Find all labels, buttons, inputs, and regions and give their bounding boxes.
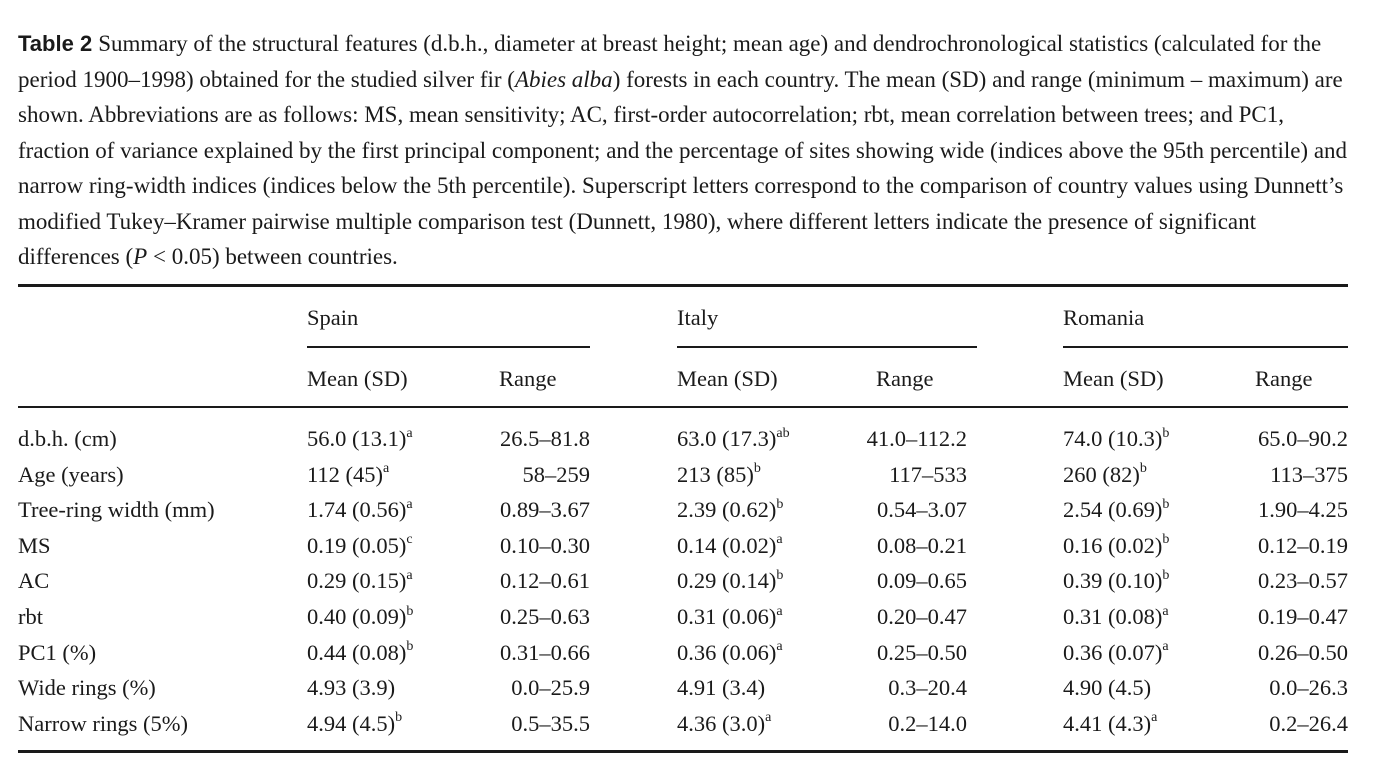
- significance-letter: a: [383, 461, 390, 477]
- cell-value: 2.39 (0.62): [677, 497, 777, 523]
- cell-value: 0.25–0.50: [877, 639, 967, 665]
- caption-text-1: Summary of the structural features (d.b.h., diameter at breast height; mean age) and dendrochronological statistics (calculated for the period 1900–1998) obtained for the studied silver fir (: [18, 31, 1322, 92]
- group-header-romania: Romania: [1063, 305, 1145, 330]
- cell-value: 0.14 (0.02): [677, 532, 777, 558]
- cell-value: 1.74 (0.56): [307, 497, 407, 523]
- subheader-romania-range: Range: [1255, 366, 1313, 391]
- significance-letter: b: [395, 710, 403, 726]
- significance-letter: b: [1162, 567, 1170, 583]
- significance-letter: a: [765, 710, 772, 726]
- caption-text-2: ) forests in each country. The mean (SD) and range (minimum – maximum) are shown. Abbreviations are as follows: MS, mean sensitivity; AC, first-order autocorrelation; rbt, mean correlation between trees; and PC1, fraction of variance explained by the first principal component; and the percentage of sites showing wide (indices above the 95th percentile) and narrow ring-width indices (indices below the 5th percentile). Superscript letters correspond to the comparison of country values using Dunnett’s modified Tukey–Kramer pairwise multiple comparison test (Dunnett, 1980), where different letters indicate the presence of significant differences (: [18, 66, 1348, 269]
- cell-value: 0.19 (0.05): [307, 532, 407, 558]
- significance-letter: ab: [776, 425, 790, 441]
- cell-value: 0.20–0.47: [877, 604, 967, 629]
- cell-value: 0.2–26.4: [1269, 710, 1348, 736]
- cell-value: 0.0–26.3: [1269, 675, 1348, 701]
- cell-italy-range: [867, 426, 967, 452]
- cell-italy-mean: [677, 497, 783, 523]
- cell-value: 0.40 (0.09): [307, 604, 407, 629]
- cell-value: 0.09–0.65: [877, 568, 967, 594]
- significance-letter: a: [406, 496, 413, 512]
- row-label: Wide rings (%): [18, 675, 156, 701]
- cell-italy-mean: [677, 604, 783, 630]
- cell-value: 0.3–20.4: [888, 675, 967, 701]
- significance-letter: b: [406, 639, 414, 655]
- cell-italy-mean: [677, 462, 761, 488]
- row-label: PC1 (%): [18, 639, 97, 665]
- cell-romania-mean: [1063, 533, 1169, 559]
- group-header-spain: Spain: [307, 305, 359, 330]
- caption-species: Abies alba: [514, 66, 613, 92]
- cell-value: 26.5–81.8: [500, 426, 590, 451]
- cell-italy-mean: [677, 533, 783, 559]
- cell-value: 56.0 (13.1): [307, 426, 407, 451]
- cell-spain-mean: [307, 497, 413, 523]
- cell-spain-mean: [307, 533, 413, 559]
- cell-italy-range: [889, 462, 967, 488]
- cell-value: 0.12–0.19: [1258, 532, 1348, 558]
- cell-spain-mean: [307, 426, 413, 452]
- cell-value: 0.29 (0.15): [307, 568, 407, 594]
- cell-romania-mean: [1063, 568, 1169, 594]
- cell-spain-mean: [307, 711, 402, 737]
- cell-value: 0.31 (0.06): [677, 604, 777, 629]
- cell-spain-range: [500, 497, 590, 523]
- cell-romania-mean: [1063, 426, 1169, 452]
- cell-value: 0.31 (0.08): [1063, 604, 1163, 629]
- cell-spain-range: [500, 640, 590, 666]
- row-label: Tree-ring width (mm): [18, 497, 215, 523]
- cell-value: 112 (45): [307, 461, 384, 487]
- significance-letter: a: [406, 567, 413, 583]
- cell-romania-mean: [1063, 462, 1147, 488]
- cell-value: 0.29 (0.14): [677, 568, 777, 594]
- table-top-rule: [18, 284, 1348, 287]
- row-label: MS: [18, 532, 51, 558]
- row-label: AC: [18, 568, 50, 594]
- cell-romania-range: [1258, 568, 1348, 594]
- cell-romania-range: [1258, 640, 1348, 666]
- cell-spain-mean: [307, 675, 395, 701]
- cell-spain-range: [523, 462, 591, 488]
- cell-spain-range: [500, 426, 590, 452]
- cell-italy-mean: [677, 426, 790, 452]
- table-label: Table 2: [18, 31, 93, 56]
- group-header-italy: Italy: [677, 305, 719, 330]
- cell-value: 117–533: [889, 461, 967, 487]
- cell-italy-mean: [677, 675, 765, 701]
- cell-value: 0.19–0.47: [1258, 604, 1348, 629]
- significance-letter: b: [753, 461, 761, 477]
- group-rule-romania: [1063, 346, 1348, 348]
- cell-italy-range: [877, 568, 967, 594]
- cell-value: 63.0 (17.3): [677, 426, 777, 451]
- cell-spain-range: [500, 533, 590, 559]
- cell-value: 4.91 (3.4): [677, 675, 766, 701]
- row-label: Narrow rings (5%): [18, 710, 188, 736]
- cell-romania-range: [1258, 497, 1348, 523]
- cell-romania-range: [1258, 533, 1348, 559]
- cell-spain-range: [511, 675, 590, 701]
- significance-letter: b: [1162, 532, 1170, 548]
- cell-value: 0.10–0.30: [500, 532, 590, 558]
- cell-spain-mean: [307, 568, 413, 594]
- group-rule-italy: [677, 346, 977, 348]
- cell-italy-range: [877, 497, 967, 523]
- cell-romania-range: [1270, 462, 1348, 488]
- cell-value: 0.36 (0.07): [1063, 639, 1163, 665]
- cell-romania-mean: [1063, 711, 1157, 737]
- cell-value: 0.12–0.61: [500, 568, 590, 594]
- significance-letter: c: [406, 532, 413, 548]
- row-label: Age (years): [18, 461, 124, 487]
- cell-spain-range: [511, 711, 590, 737]
- cell-italy-mean: [677, 711, 771, 737]
- significance-letter: a: [776, 639, 783, 655]
- row-label: d.b.h. (cm): [18, 426, 117, 451]
- cell-romania-range: [1269, 675, 1348, 701]
- cell-value: 2.54 (0.69): [1063, 497, 1163, 523]
- cell-spain-mean: [307, 604, 413, 630]
- significance-letter: b: [776, 496, 784, 512]
- cell-value: 4.90 (4.5): [1063, 675, 1152, 701]
- cell-value: 0.89–3.67: [500, 497, 590, 523]
- cell-value: 0.36 (0.06): [677, 639, 777, 665]
- significance-letter: b: [1139, 461, 1147, 477]
- cell-italy-range: [877, 533, 967, 559]
- cell-spain-range: [500, 568, 590, 594]
- cell-value: 65.0–90.2: [1258, 426, 1348, 451]
- cell-value: 213 (85): [677, 461, 754, 487]
- cell-spain-range: [500, 604, 590, 630]
- cell-value: 0.23–0.57: [1258, 568, 1348, 594]
- table-header-rule: [18, 406, 1348, 408]
- caption-text-3: < 0.05) between countries.: [147, 244, 398, 269]
- significance-letter: b: [776, 567, 784, 583]
- cell-italy-mean: [677, 568, 783, 594]
- cell-spain-mean: [307, 640, 413, 666]
- cell-value: 4.93 (3.9): [307, 675, 396, 701]
- table-bottom-rule: [18, 750, 1348, 753]
- cell-romania-mean: [1063, 640, 1169, 666]
- significance-letter: b: [406, 603, 414, 619]
- cell-value: 0.31–0.66: [500, 639, 590, 665]
- row-label: rbt: [18, 604, 43, 629]
- cell-value: 0.26–0.50: [1258, 639, 1348, 665]
- cell-romania-mean: [1063, 497, 1169, 523]
- group-rule-spain: [307, 346, 590, 348]
- table-caption: [18, 26, 1348, 275]
- significance-letter: a: [776, 603, 783, 619]
- significance-letter: a: [1162, 639, 1169, 655]
- cell-value: 260 (82): [1063, 461, 1140, 487]
- cell-value: 0.25–0.63: [500, 604, 590, 629]
- subheader-italy-mean: Mean (SD): [677, 366, 778, 391]
- cell-value: 4.36 (3.0): [677, 710, 766, 736]
- caption-p-variable: P: [133, 244, 148, 269]
- cell-value: 0.5–35.5: [511, 710, 590, 736]
- cell-spain-mean: [307, 462, 389, 488]
- significance-letter: a: [776, 532, 783, 548]
- subheader-spain-range: Range: [499, 366, 557, 391]
- cell-romania-mean: [1063, 604, 1169, 630]
- cell-italy-range: [888, 711, 967, 737]
- cell-value: 41.0–112.2: [866, 426, 967, 451]
- cell-value: 0.39 (0.10): [1063, 568, 1163, 594]
- cell-romania-range: [1258, 426, 1348, 452]
- cell-italy-range: [877, 604, 967, 630]
- cell-value: 1.90–4.25: [1258, 497, 1348, 523]
- significance-letter: b: [1162, 496, 1170, 512]
- cell-value: 58–259: [522, 461, 590, 487]
- significance-letter: a: [1151, 710, 1158, 726]
- cell-value: 0.08–0.21: [877, 532, 967, 558]
- cell-value: 0.54–3.07: [877, 497, 967, 523]
- cell-value: 4.41 (4.3): [1063, 710, 1152, 736]
- cell-romania-range: [1269, 711, 1348, 737]
- cell-value: 0.0–25.9: [511, 675, 590, 701]
- significance-letter: a: [1162, 603, 1169, 619]
- cell-value: 74.0 (10.3): [1063, 426, 1163, 451]
- cell-italy-range: [877, 640, 967, 666]
- cell-romania-mean: [1063, 675, 1151, 701]
- cell-value: 4.94 (4.5): [307, 710, 396, 736]
- subheader-romania-mean: Mean (SD): [1063, 366, 1164, 391]
- cell-romania-range: [1258, 604, 1348, 630]
- cell-italy-range: [888, 675, 967, 701]
- cell-value: 0.16 (0.02): [1063, 532, 1163, 558]
- significance-letter: b: [1162, 425, 1170, 441]
- cell-italy-mean: [677, 640, 783, 666]
- cell-value: 113–375: [1270, 461, 1348, 487]
- subheader-spain-mean: Mean (SD): [307, 366, 408, 391]
- cell-value: 0.2–14.0: [888, 710, 967, 736]
- significance-letter: a: [406, 425, 413, 441]
- cell-value: 0.44 (0.08): [307, 639, 407, 665]
- subheader-italy-range: Range: [876, 366, 934, 391]
